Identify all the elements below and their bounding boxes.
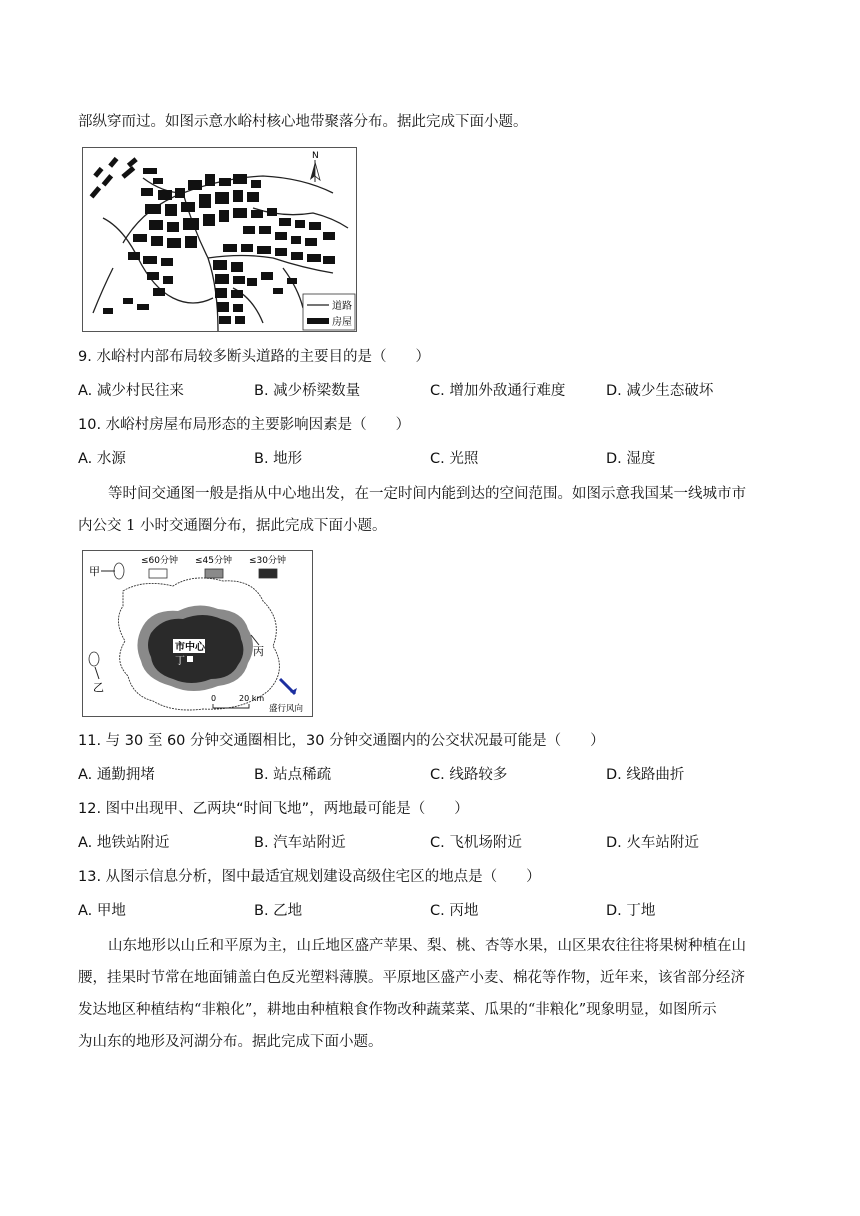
q10-stem: 10. 水峪村房屋布局形态的主要影响因素是（ ） (78, 417, 411, 433)
q12-option-b[interactable]: B. 汽车站附近 (254, 835, 346, 851)
q10-option-b[interactable]: B. 地形 (254, 451, 303, 467)
legend-house: 房屋 (332, 317, 352, 328)
scale-unit: 20 km (239, 694, 265, 703)
q12-option-a[interactable]: A. 地铁站附近 (78, 835, 170, 851)
q11-option-c[interactable]: C. 线路较多 (430, 767, 508, 783)
para2-line1: 等时间交通图一般是指从中心地出发，在一定时间内能到达的空间范围。如图示意我国某一线城市市 (108, 486, 746, 502)
wind-label: 盛行风向 (269, 704, 304, 714)
q10-option-d[interactable]: D. 湿度 (606, 451, 656, 467)
q9-option-a[interactable]: A. 减少村民往来 (78, 383, 184, 399)
north-label: N (312, 151, 319, 161)
north-arrow-icon (310, 160, 320, 182)
q13-option-b[interactable]: B. 乙地 (254, 903, 303, 919)
q13-option-c[interactable]: C. 丙地 (430, 903, 479, 919)
legend-45min: ≤45分钟 (195, 556, 232, 566)
q13-option-d[interactable]: D. 丁地 (606, 903, 656, 919)
legend-60min: ≤60分钟 (141, 556, 178, 566)
label-center: 市中心 (175, 642, 205, 653)
q10-option-c[interactable]: C. 光照 (430, 451, 479, 467)
label-jia: 甲 (89, 565, 100, 578)
q9-option-d[interactable]: D. 减少生态破坏 (606, 383, 714, 399)
scale-zero: 0 (211, 694, 217, 703)
label-yi: 乙 (93, 681, 104, 694)
para3-line2: 腰，挂果时节常在地面铺盖白色反光塑料薄膜。平原地区盛产小麦、棉花等作物，近年来，该省部分经济 (78, 970, 745, 986)
q9-stem: 9. 水峪村内部布局较多断头道路的主要目的是（ ） (78, 349, 430, 365)
q11-option-a[interactable]: A. 通勤拥堵 (78, 767, 155, 783)
intro-text: 部纵穿而过。如图示意水峪村核心地带聚落分布。据此完成下面小题。 (78, 114, 528, 130)
house-legend-icon (307, 318, 329, 324)
label-ding: 丁 (175, 656, 185, 667)
para3-line1: 山东地形以山丘和平原为主，山丘地区盛产苹果、梨、桃、杏等水果，山区果农往往将果树种植在山 (108, 938, 746, 954)
para3-line3: 发达地区种植结构“非粮化”，耕地由种植粮食作物改种蔬菜菜、瓜果的“非粮化”现象明显，如图所示 (78, 1002, 717, 1018)
q12-stem: 12. 图中出现甲、乙两块“时间飞地”，两地最可能是（ ） (78, 801, 469, 817)
label-bing: 丙 (253, 645, 264, 658)
isochrone-map (82, 550, 313, 717)
q12-option-c[interactable]: C. 飞机场附近 (430, 835, 522, 851)
legend-30min: ≤30分钟 (249, 556, 286, 566)
q9-option-c[interactable]: C. 增加外敌通行难度 (430, 383, 566, 399)
q12-option-d[interactable]: D. 火车站附近 (606, 835, 699, 851)
legend-road: 道路 (332, 301, 352, 312)
village-map (82, 147, 357, 332)
q11-stem: 11. 与 30 至 60 分钟交通圈相比，30 分钟交通圈内的公交状况最可能是（ ） (78, 733, 605, 749)
q9-option-b[interactable]: B. 减少桥梁数量 (254, 383, 361, 399)
q11-option-b[interactable]: B. 站点稀疏 (254, 767, 332, 783)
wind-arrow-icon (280, 677, 297, 694)
q13-option-a[interactable]: A. 甲地 (78, 903, 126, 919)
q11-option-d[interactable]: D. 线路曲折 (606, 767, 685, 783)
para3-line4: 为山东的地形及河湖分布。据此完成下面小题。 (78, 1034, 383, 1050)
para2-line2: 内公交 1 小时交通圈分布，据此完成下面小题。 (78, 518, 387, 534)
q10-option-a[interactable]: A. 水源 (78, 451, 126, 467)
center-marker (187, 656, 193, 662)
q13-stem: 13. 从图示信息分析，图中最适宜规划建设高级住宅区的地点是（ ） (78, 869, 541, 885)
